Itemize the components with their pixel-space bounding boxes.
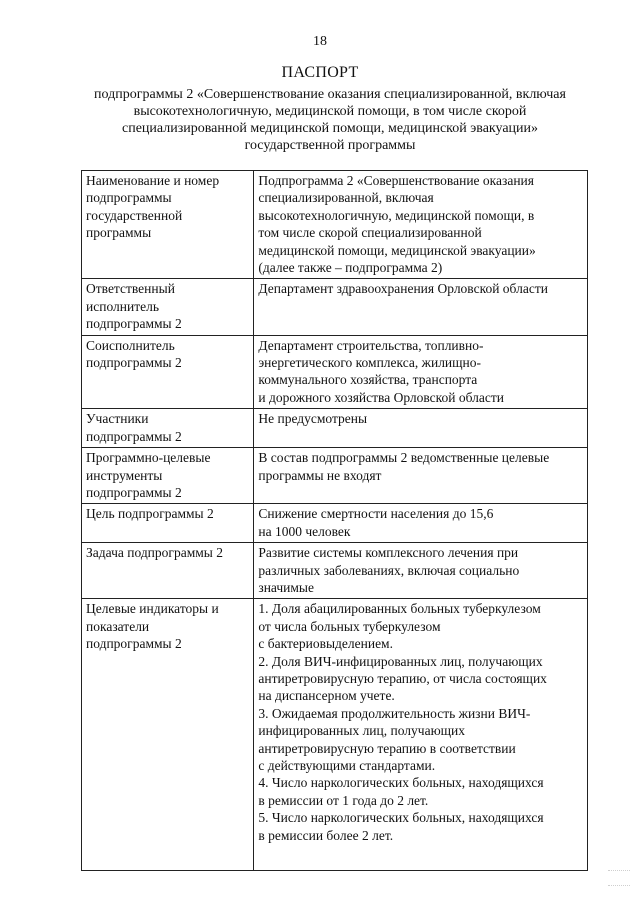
label-line: Участники xyxy=(86,411,149,427)
passport-table-body xyxy=(82,171,588,871)
value-line: Не предусмотрены xyxy=(258,411,368,427)
row-value-cell xyxy=(254,543,588,599)
value-line: 3. Ожидаемая продолжительность жизни ВИЧ- xyxy=(258,705,531,721)
value-line: высокотехнологичную, медицинской помощи, в xyxy=(258,207,535,223)
label-line: подпрограммы 2 xyxy=(86,316,182,332)
label-line: подпрограммы 2 xyxy=(86,636,182,652)
label-line: Цель подпрограммы 2 xyxy=(86,506,214,522)
value-line: программы не входят xyxy=(258,467,382,483)
row-label-cell xyxy=(82,504,254,543)
label-line: подпрограммы 2 xyxy=(86,355,182,371)
value-line: с бактериовыделением. xyxy=(258,636,393,652)
label-line: государственной xyxy=(86,207,183,223)
row-label-cell xyxy=(82,335,254,409)
value-line: В состав подпрограммы 2 ведомственные целевые xyxy=(258,450,550,466)
table-row xyxy=(82,171,588,279)
value-line: Развитие системы комплексного лечения при xyxy=(258,545,519,561)
label-line: подпрограммы xyxy=(86,190,172,206)
passport-table xyxy=(81,170,588,871)
table-row xyxy=(82,543,588,599)
subtitle-line: государственной программы xyxy=(244,138,416,153)
row-value-cell xyxy=(254,599,588,871)
table-row xyxy=(82,335,588,409)
value-line: инфицированных лиц, получающих xyxy=(258,723,466,739)
value-line: на 1000 человек xyxy=(258,523,351,539)
label-line: подпрограммы 2 xyxy=(86,428,182,444)
value-line: антиретровирусную терапию в соответствии xyxy=(258,740,516,756)
subtitle-line: подпрограммы 2 «Совершенствование оказания специализированной, включая xyxy=(94,87,566,102)
value-line: специализированной, включая xyxy=(258,190,434,206)
label-line: Соисполнитель xyxy=(86,337,175,353)
value-line: Подпрограмма 2 «Совершенствование оказания xyxy=(258,173,534,188)
label-line: показатели xyxy=(86,618,150,634)
label-line: Наименование и номер xyxy=(86,173,220,188)
value-line: антиретровирусную терапию, от числа состоящих xyxy=(258,670,547,686)
subtitle-line: специализированной медицинской помощи, медицинской эвакуации» xyxy=(121,121,539,136)
label-line: программы xyxy=(86,225,152,241)
value-line: от числа больных туберкулезом xyxy=(258,618,441,634)
label-line: инструменты xyxy=(86,467,163,483)
value-line: 4. Число наркологических больных, находящихся xyxy=(258,775,544,791)
value-line: различных заболеваниях, включая социально xyxy=(258,562,520,578)
value-line: коммунального хозяйства, транспорта xyxy=(258,372,478,388)
label-line: Задача подпрограммы 2 xyxy=(86,545,223,561)
value-line: 1. Доля абацилированных больных туберкулезом xyxy=(258,601,541,617)
row-value-cell xyxy=(254,279,588,335)
row-value-cell xyxy=(254,335,588,409)
document-subtitle xyxy=(70,86,590,154)
table-row xyxy=(82,409,588,448)
row-label-cell xyxy=(82,599,254,871)
row-value-cell xyxy=(254,409,588,448)
label-line: Целевые индикаторы и xyxy=(86,601,219,617)
value-line: медицинской помощи, медицинской эвакуации» xyxy=(258,242,536,258)
label-line: подпрограммы 2 xyxy=(86,484,182,500)
value-line: с действующими стандартами. xyxy=(258,758,436,773)
table-row xyxy=(82,504,588,543)
document-title: ПАСПОРТ xyxy=(281,64,359,81)
value-line: на диспансерном учете. xyxy=(258,688,395,704)
value-line: энергетического комплекса, жилищно- xyxy=(258,355,482,371)
row-label-cell xyxy=(82,543,254,599)
value-line: и дорожного хозяйства Орловской области xyxy=(258,389,505,405)
subtitle-line: высокотехнологичную, медицинской помощи, в том числе скорой xyxy=(133,104,527,119)
label-line: Ответственный xyxy=(86,281,175,297)
row-label-cell xyxy=(82,448,254,504)
label-line: исполнитель xyxy=(86,298,159,314)
page-number: 18 xyxy=(313,34,327,49)
row-value-cell xyxy=(254,448,588,504)
row-value-cell xyxy=(254,504,588,543)
value-line: значимые xyxy=(258,579,314,595)
value-line: 2. Доля ВИЧ-инфицированных лиц, получающих xyxy=(258,653,543,669)
scan-artifact xyxy=(608,870,630,886)
label-line: Программно-целевые xyxy=(86,450,211,466)
value-line: 5. Число наркологических больных, находящихся xyxy=(258,810,544,826)
table-row xyxy=(82,599,588,871)
row-label-cell xyxy=(82,409,254,448)
value-line: Департамент строительства, топливно- xyxy=(258,337,484,353)
table-row xyxy=(82,279,588,335)
value-line: Департамент здравоохранения Орловской области xyxy=(258,281,548,297)
row-label-cell xyxy=(82,279,254,335)
value-line: в ремиссии более 2 лет. xyxy=(258,827,394,843)
row-label-cell xyxy=(82,171,254,279)
value-line: (далее также – подпрограмма 2) xyxy=(258,260,443,276)
table-row xyxy=(82,448,588,504)
row-value-cell xyxy=(254,171,588,279)
value-line: в ремиссии от 1 года до 2 лет. xyxy=(258,792,429,808)
value-line: Снижение смертности населения до 15,6 xyxy=(258,506,494,522)
value-line: том числе скорой специализированной xyxy=(258,225,482,241)
